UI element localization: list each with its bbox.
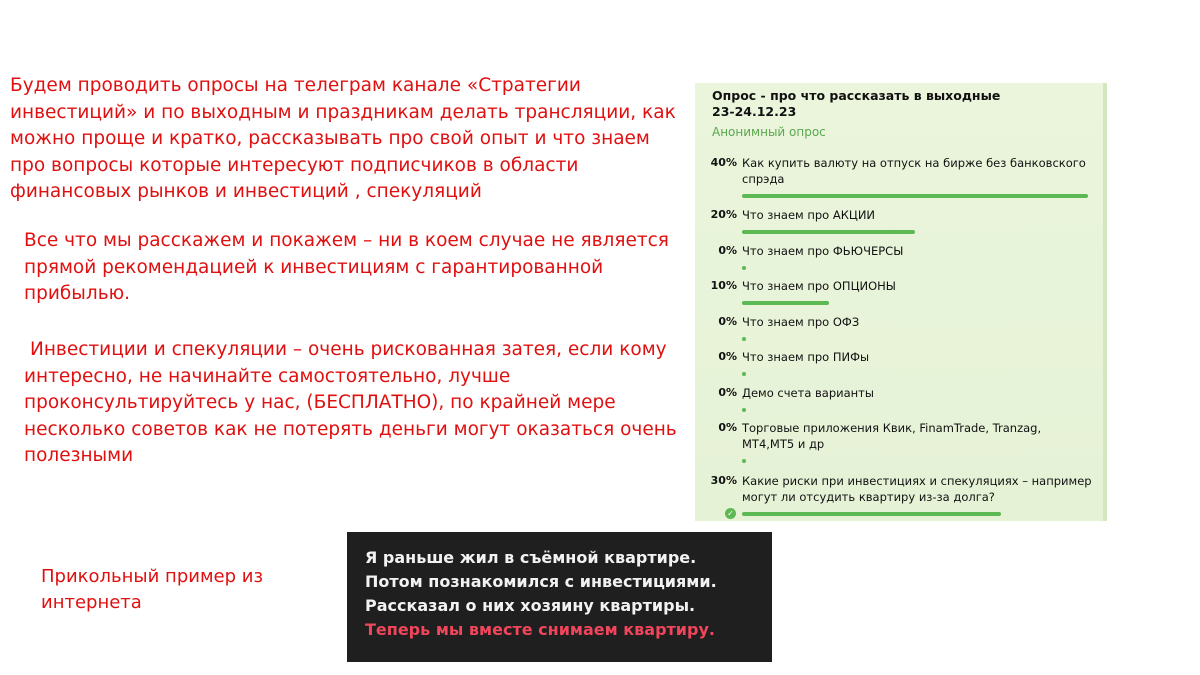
poll-option-bar [742,512,1001,516]
poll-option-bar [742,230,915,234]
poll-option-label: Что знаем про АКЦИИ [742,208,876,222]
intro-paragraph: Будем проводить опросы на телеграм канале «Стратегии инвестиций» и по выходным и праздникам делать трансляции, как можно проще и кратко, рассказывать про свой опыт и что знаем про вопросы которые интересуют подписчиков в области финансовых рынков и инвестиций , спекуляций [10,75,676,202]
poll-option-bar [742,266,746,270]
risk-warning-text: Инвестиции и спекуляции – очень рискованная затея, если кому интересно, не начинайте самостоятельно, лучше проконсультируйтесь у нас, (БЕСПЛАТНО), по крайней мере несколько советов как не потерять деньги могут оказаться очень полезными [24,339,677,466]
risk-warning-paragraph [24,337,684,470]
poll-option-label: Как купить валюту на отпуск на бирже без банковского спрэда [742,156,1086,186]
poll-option-bar [742,459,746,463]
telegram-poll [695,83,1107,521]
poll-option-label: Торговые приложения Квик, FinamTrade, Tranzag, MT4,MT5 и др [742,421,1042,451]
poll-option-percent: 0% [718,244,737,257]
meme-punchline: Теперь мы вместе снимаем квартиру. [365,620,715,639]
meme-text: Я раньше жил в съёмной квартире. Потом познакомился с инвестициями. Рассказал о них хозяину квартиры. [365,548,717,615]
poll-option-percent: 0% [718,386,737,399]
poll-option-percent: 0% [718,421,737,434]
poll-option-percent: 10% [710,279,737,292]
poll-option-bar [742,408,746,412]
poll-option-percent: 0% [718,315,737,328]
poll-option-bar [742,301,829,305]
poll-option-label: Что знаем про ФЬЮЧЕРСЫ [742,244,904,258]
poll-option-label: Что знаем про ОФЗ [742,315,860,329]
poll-option-bar [742,194,1088,198]
poll-option-label: Что знаем про ПИФы [742,350,870,364]
poll-type-label: Анонимный опрос [712,125,826,139]
chosen-check-icon: ✓ [725,508,736,519]
poll-option-label: Что знаем про ОПЦИОНЫ [742,279,896,293]
poll-option-label: Демо счета варианты [742,386,874,400]
poll-option-percent: 20% [710,208,737,221]
example-caption: Прикольный пример из интернета [41,566,264,613]
poll-option-percent: 0% [718,350,737,363]
poll-title [712,88,1000,120]
poll-title-line1: Опрос - про что рассказать в выходные [712,88,1001,103]
poll-option-label: Какие риски при инвестициях и спекуляциях – например могут ли отсудить квартиру из-за долга? [742,474,1092,504]
poll-title-date: 23-24.12.23 [712,104,797,119]
poll-option-bar [742,337,746,341]
meme-image [347,532,772,662]
disclaimer-paragraph: Все что мы расскажем и покажем – ни в коем случае не является прямой рекомендацией к инвестициям с гарантированной прибылью. [24,230,669,304]
poll-option-bar [742,372,746,376]
poll-option-percent: 30% [710,474,737,487]
poll-option-percent: 40% [710,156,737,169]
